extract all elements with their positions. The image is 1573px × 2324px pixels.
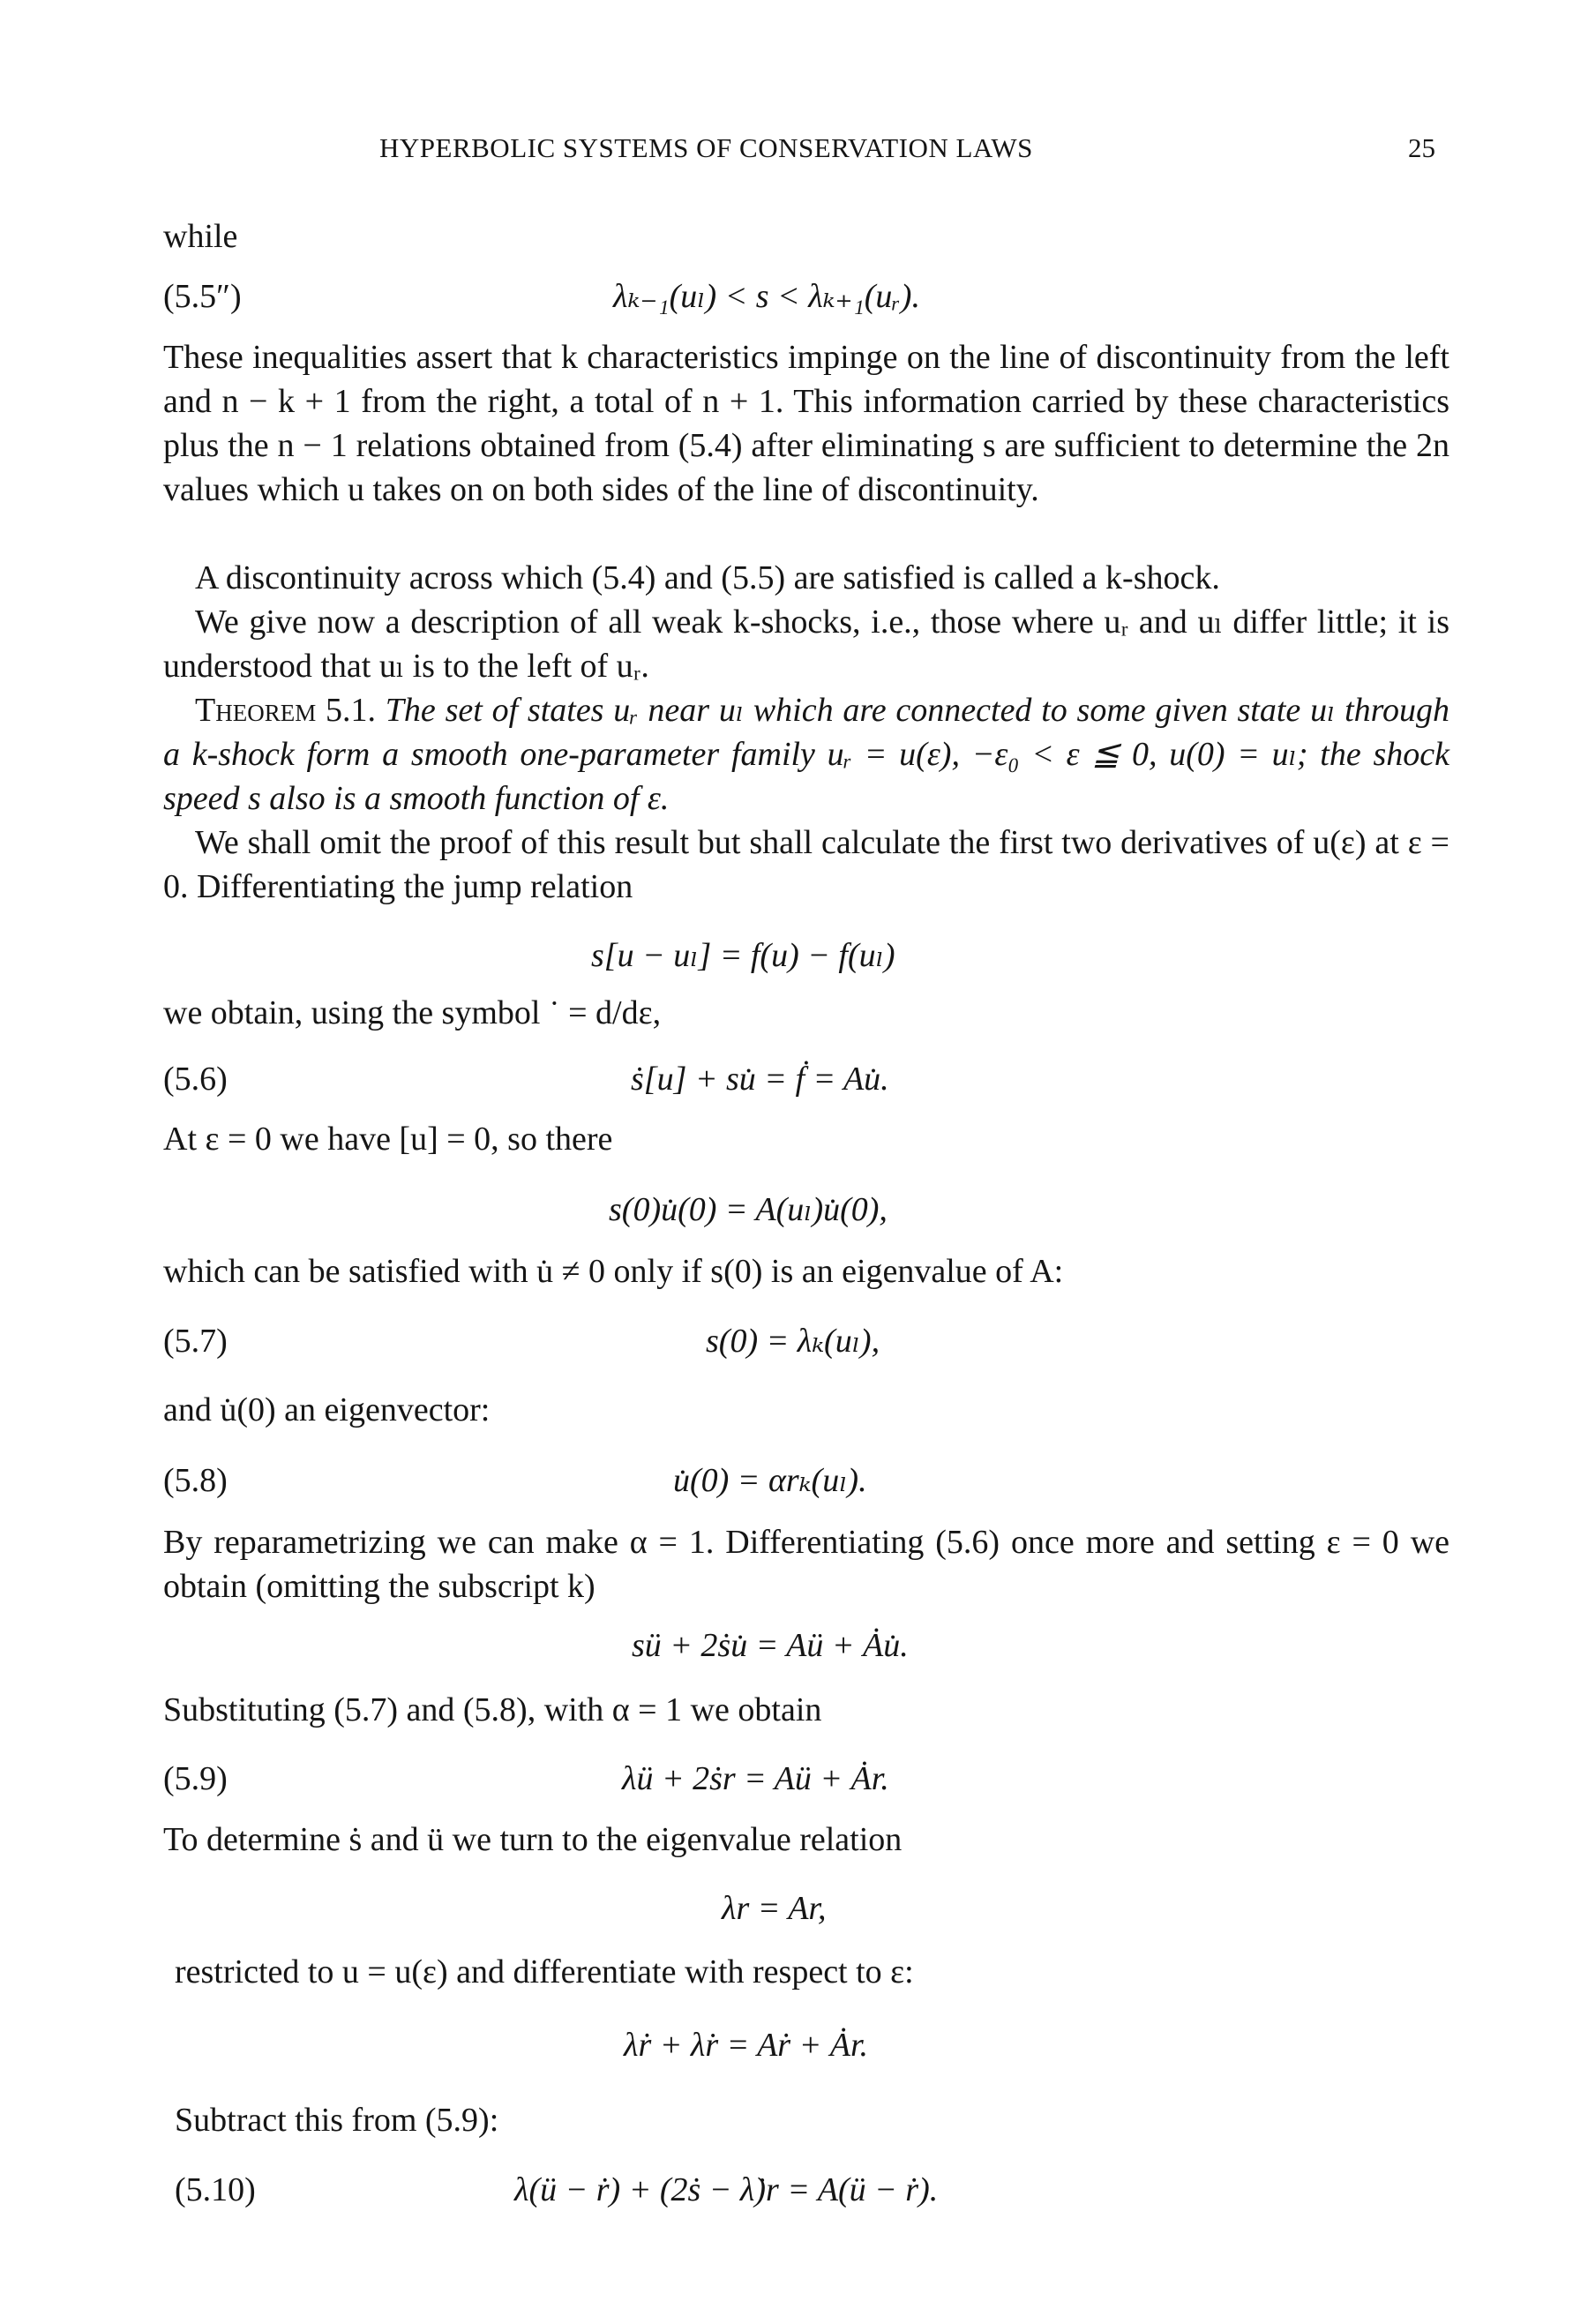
text-while: while [163,218,238,255]
eq-5-6: ṡ[u] + su̇ = ḟ = Au̇. [631,1061,889,1098]
text-substituting: Substituting (5.7) and (5.8), with α = 1 we obtain [163,1691,822,1728]
eq-jump-relation: s[u − uₗ] = f(u) − f(uₗ) [591,937,895,974]
reparametrizing-text: By reparametrizing we can make α = 1. Differentiating (5.6) once more and setting ε = 0 we obtain (omitting the subscript k) [163,1524,1449,1605]
eq-5-6-label: (5.6) [163,1061,228,1098]
eq-eigen-differentiated: λṙ + λ̇r = Aṙ + Ȧr. [624,2027,869,2064]
page-header [0,132,1573,168]
eq-5-9-label: (5.9) [163,1760,228,1797]
paragraph-omit-proof [163,821,1449,909]
text-at-eps0: At ε = 0 we have [u] = 0, so there [163,1121,613,1158]
page-number: 25 [1408,132,1435,163]
eq-5-10-label: (5.10) [175,2171,256,2208]
theorem-5-1 [163,688,1449,821]
text-restricted: restricted to u = u(ε) and differentiate with respect to ε: [175,1953,914,1990]
text-eigenvector: and u̇(0) an eigenvector: [163,1391,491,1428]
weak-shocks-text: We give now a description of all weak k-shocks, i.e., those where uᵣ and uₗ differ little; it is understood that uₗ is to the left of uᵣ. [163,603,1449,685]
text-obtain-symbol: we obtain, using the symbol ˙ = d/dε, [163,994,662,1031]
eq-5-8-label: (5.8) [163,1462,228,1499]
paragraph-inequalities-text: These inequalities assert that k characteristics impinge on the line of discontinuity from the left and n − k + 1 from the right, a total of n + 1. This information carried by these characteristics plus the n − 1 relations obtained from (5.4) after eliminating s are sufficient to determine the 2n values which u takes on on both sides of the line of discontinuity. [163,339,1449,508]
eq-5-7: s(0) = λₖ(uₗ), [706,1323,880,1360]
eq-second-derivative: sü + 2ṡu̇ = Aü + Ȧu̇. [632,1627,909,1664]
eq-5-9: λü + 2ṡr = Aü + Ȧr. [622,1760,889,1797]
text-determine: To determine ṡ and ü we turn to the eigenvalue relation [163,1821,903,1858]
kshock-definition-text: A discontinuity across which (5.4) and (5.5) are satisfied is called a k-shock. [195,559,1220,596]
eq-eigenvalue-relation: λr = Ar, [722,1890,827,1927]
eq-s0: s(0)u̇(0) = A(uₗ)u̇(0), [609,1191,888,1228]
text-subtract: Subtract this from (5.9): [175,2102,499,2139]
eq-5-8: u̇(0) = αrₖ(uₗ). [673,1462,867,1499]
eq-5-7-label: (5.7) [163,1323,228,1360]
eq-5-10: λ(ü − ṙ) + (2ṡ − λ̇)r = A(ü − ṙ). [514,2171,939,2208]
paragraph-kshock-definition [163,556,1449,600]
eq-5-5pp: λₖ₋₁(uₗ) < s < λₖ₊₁(uᵣ). [613,278,920,315]
paragraph-weak-shocks [163,600,1449,688]
eq-5-5pp-label: (5.5″) [163,278,242,315]
paragraph-inequalities [163,335,1449,512]
paragraph-reparametrizing [163,1520,1449,1608]
theorem-text: The set of states uᵣ near uₗ which are connected to some given state uₗ through a k-shock form a smooth one-parameter family uᵣ = u(ε), −ε₀ < ε ≦ 0, u(0) = uₗ; the shock speed s also is a smooth function of ε. [163,692,1450,817]
omit-proof-text: We shall omit the proof of this result but shall calculate the first two derivatives of u(ε) at ε = 0. Differentiating the jump relation [163,824,1449,905]
running-title: HYPERBOLIC SYSTEMS OF CONSERVATION LAWS [379,132,1033,163]
text-satisfied: which can be satisfied with u̇ ≠ 0 only if s(0) is an eigenvalue of A: [163,1253,1064,1290]
theorem-label: Theorem 5.1. [195,692,376,729]
